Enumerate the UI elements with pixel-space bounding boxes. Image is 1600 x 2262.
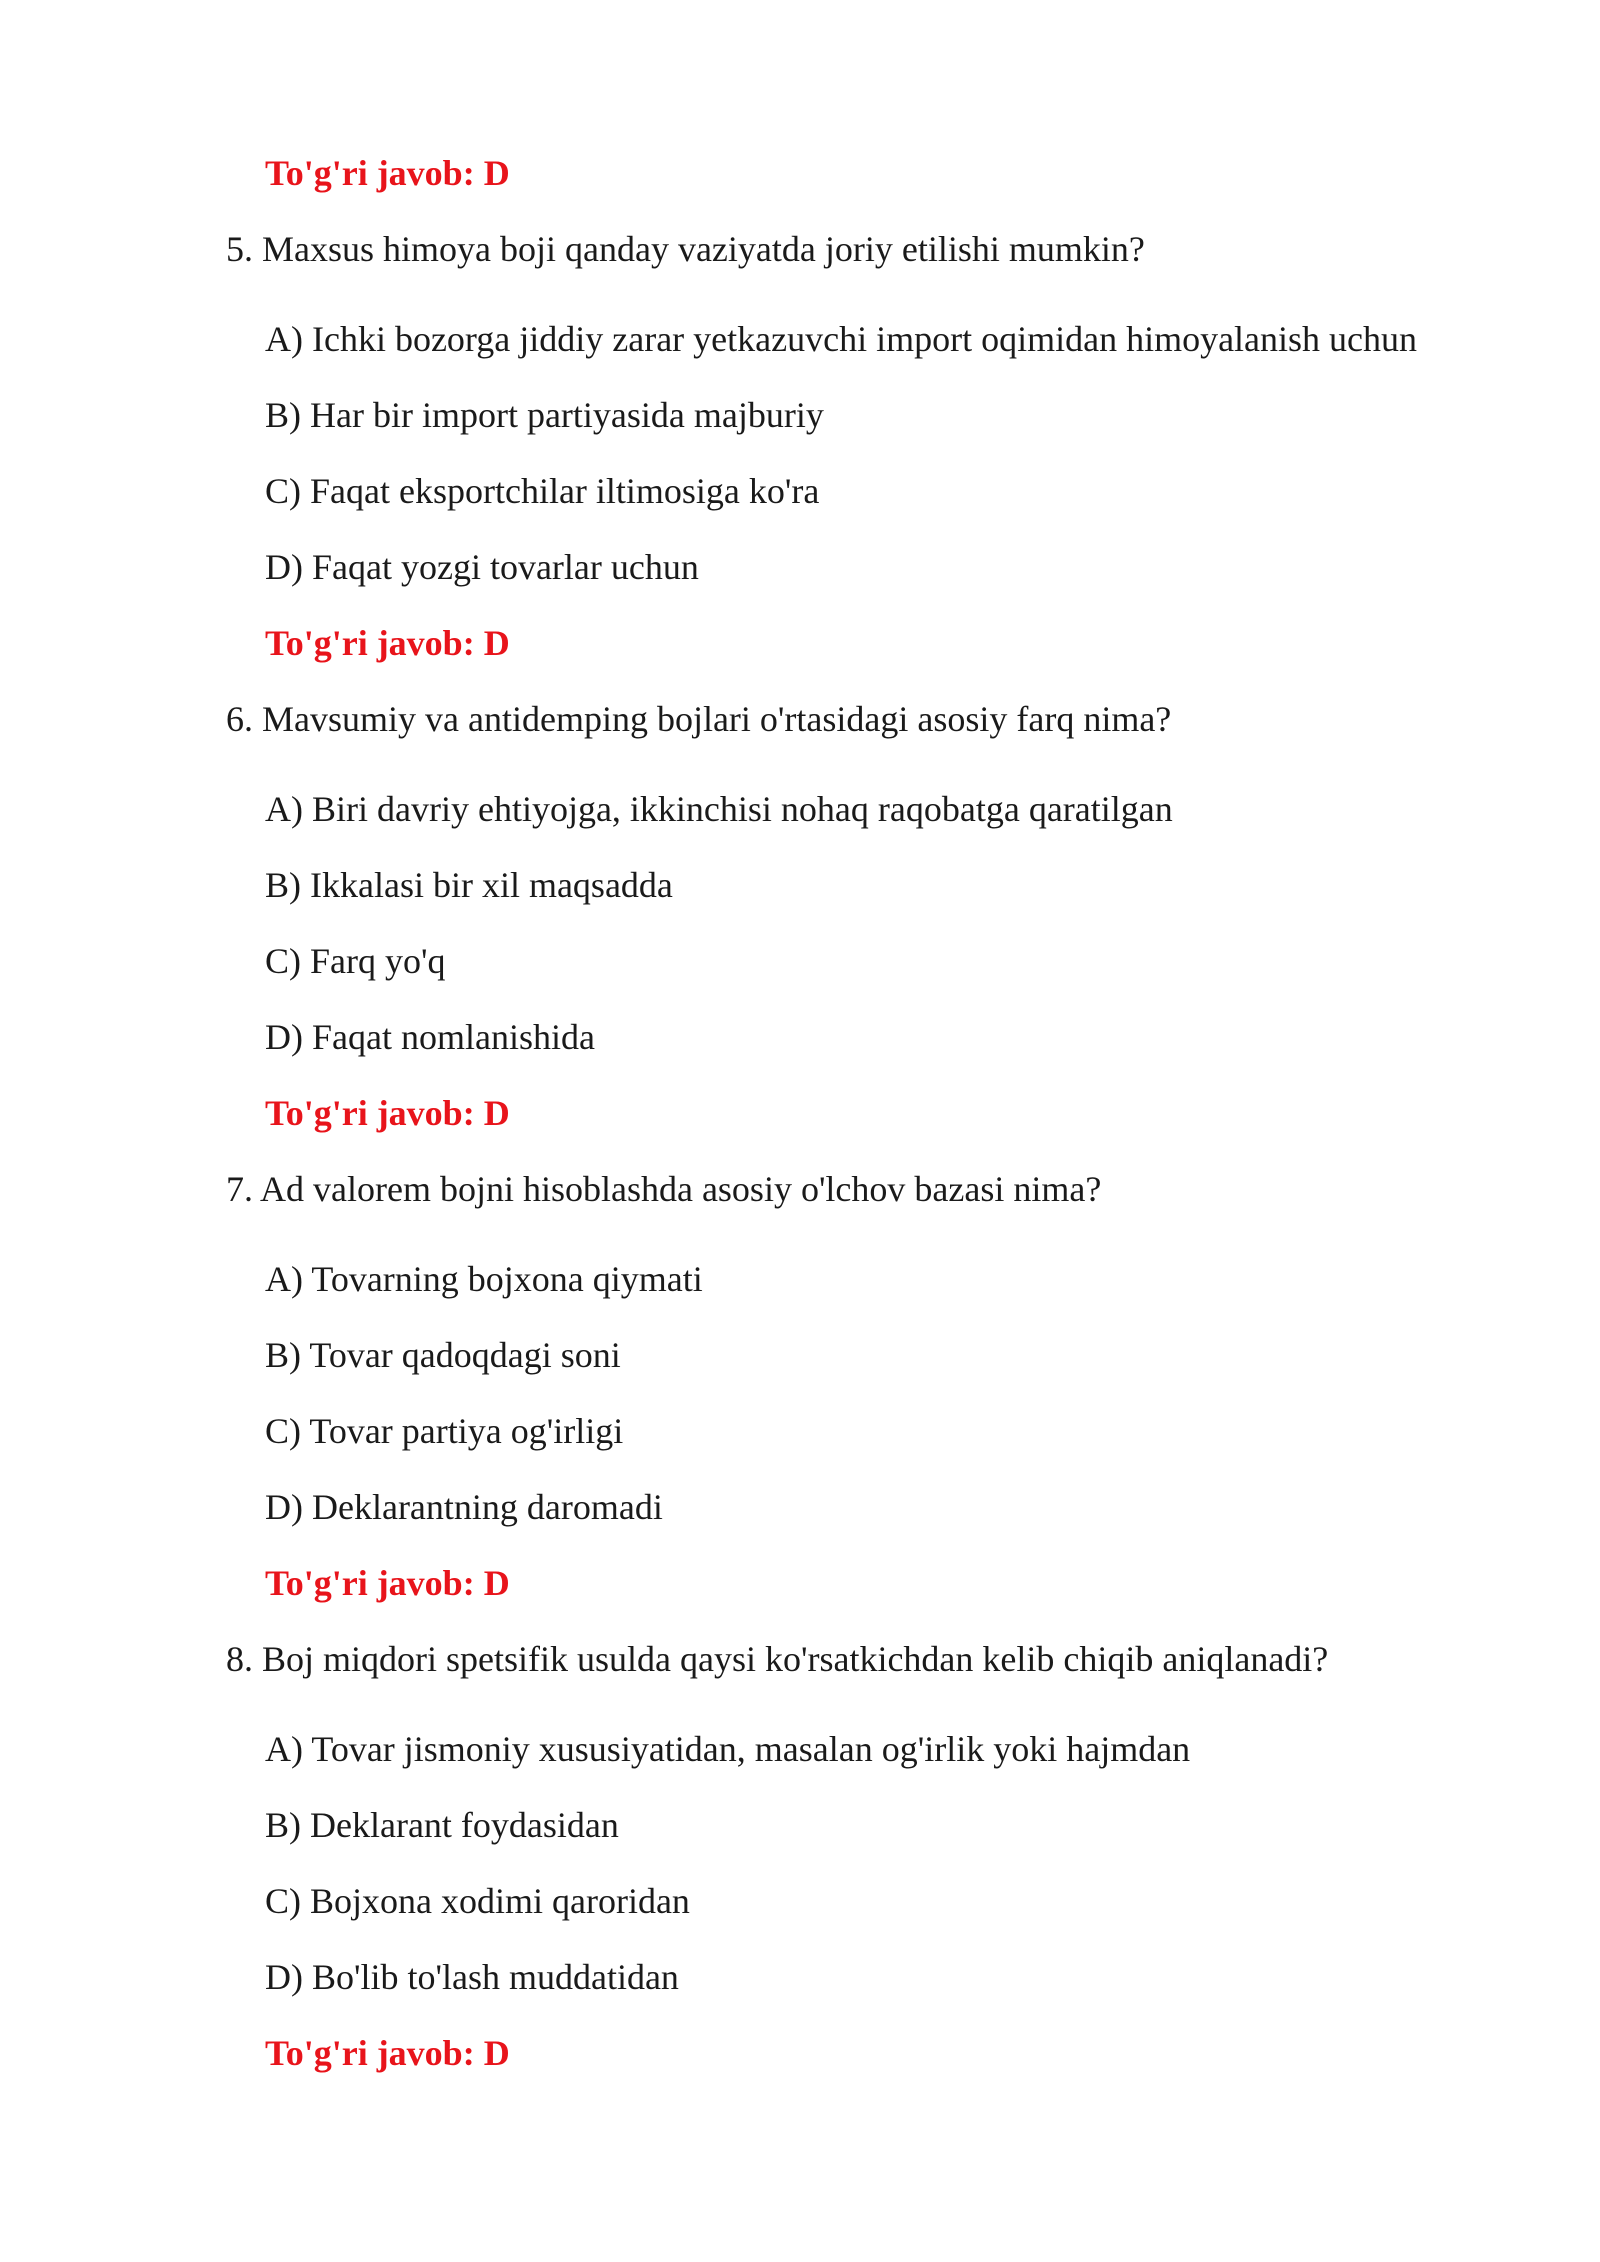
option-c: C) Tovar partiya og'irligi xyxy=(265,1411,624,1451)
option-b: B) Ikkalasi bir xil maqsadda xyxy=(265,865,673,905)
option-c: C) Bojxona xodimi qaroridan xyxy=(265,1881,690,1921)
question-text: 6. Mavsumiy va antidemping bojlari o'rtasidagi asosiy farq nima? xyxy=(226,699,1172,739)
option-a: A) Tovarning bojxona qiymati xyxy=(265,1259,703,1299)
option-d: D) Bo'lib to'lash muddatidan xyxy=(265,1957,679,1997)
correct-answer-label: To'g'ri javob: D xyxy=(265,153,510,193)
question-text: 5. Maxsus himoya boji qanday vaziyatda joriy etilishi mumkin? xyxy=(226,229,1145,269)
option-d: D) Deklarantning daromadi xyxy=(265,1487,663,1527)
option-a: A) Tovar jismoniy xususiyatidan, masalan og'irlik yoki hajmdan xyxy=(265,1729,1191,1769)
correct-answer-label: To'g'ri javob: D xyxy=(265,2033,510,2073)
question-text: 7. Ad valorem bojni hisoblashda asosiy o'lchov bazasi nima? xyxy=(226,1169,1102,1209)
option-a: A) Biri davriy ehtiyojga, ikkinchisi nohaq raqobatga qaratilgan xyxy=(265,789,1173,829)
option-b: B) Deklarant foydasidan xyxy=(265,1805,619,1845)
option-c: C) Farq yo'q xyxy=(265,941,446,981)
question-text: 8. Boj miqdori spetsifik usulda qaysi ko'rsatkichdan kelib chiqib aniqlanadi? xyxy=(226,1639,1329,1679)
option-b: B) Tovar qadoqdagi soni xyxy=(265,1335,621,1375)
option-c: C) Faqat eksportchilar iltimosiga ko'ra xyxy=(265,471,820,511)
option-b: B) Har bir import partiyasida majburiy xyxy=(265,395,824,435)
correct-answer-label: To'g'ri javob: D xyxy=(265,1563,510,1603)
option-a: A) Ichki bozorga jiddiy zarar yetkazuvchi import oqimidan himoyalanish uchun xyxy=(265,319,1418,359)
correct-answer-label: To'g'ri javob: D xyxy=(265,623,510,663)
option-d: D) Faqat yozgi tovarlar uchun xyxy=(265,547,699,587)
correct-answer-label: To'g'ri javob: D xyxy=(265,1093,510,1133)
option-d: D) Faqat nomlanishida xyxy=(265,1017,595,1057)
